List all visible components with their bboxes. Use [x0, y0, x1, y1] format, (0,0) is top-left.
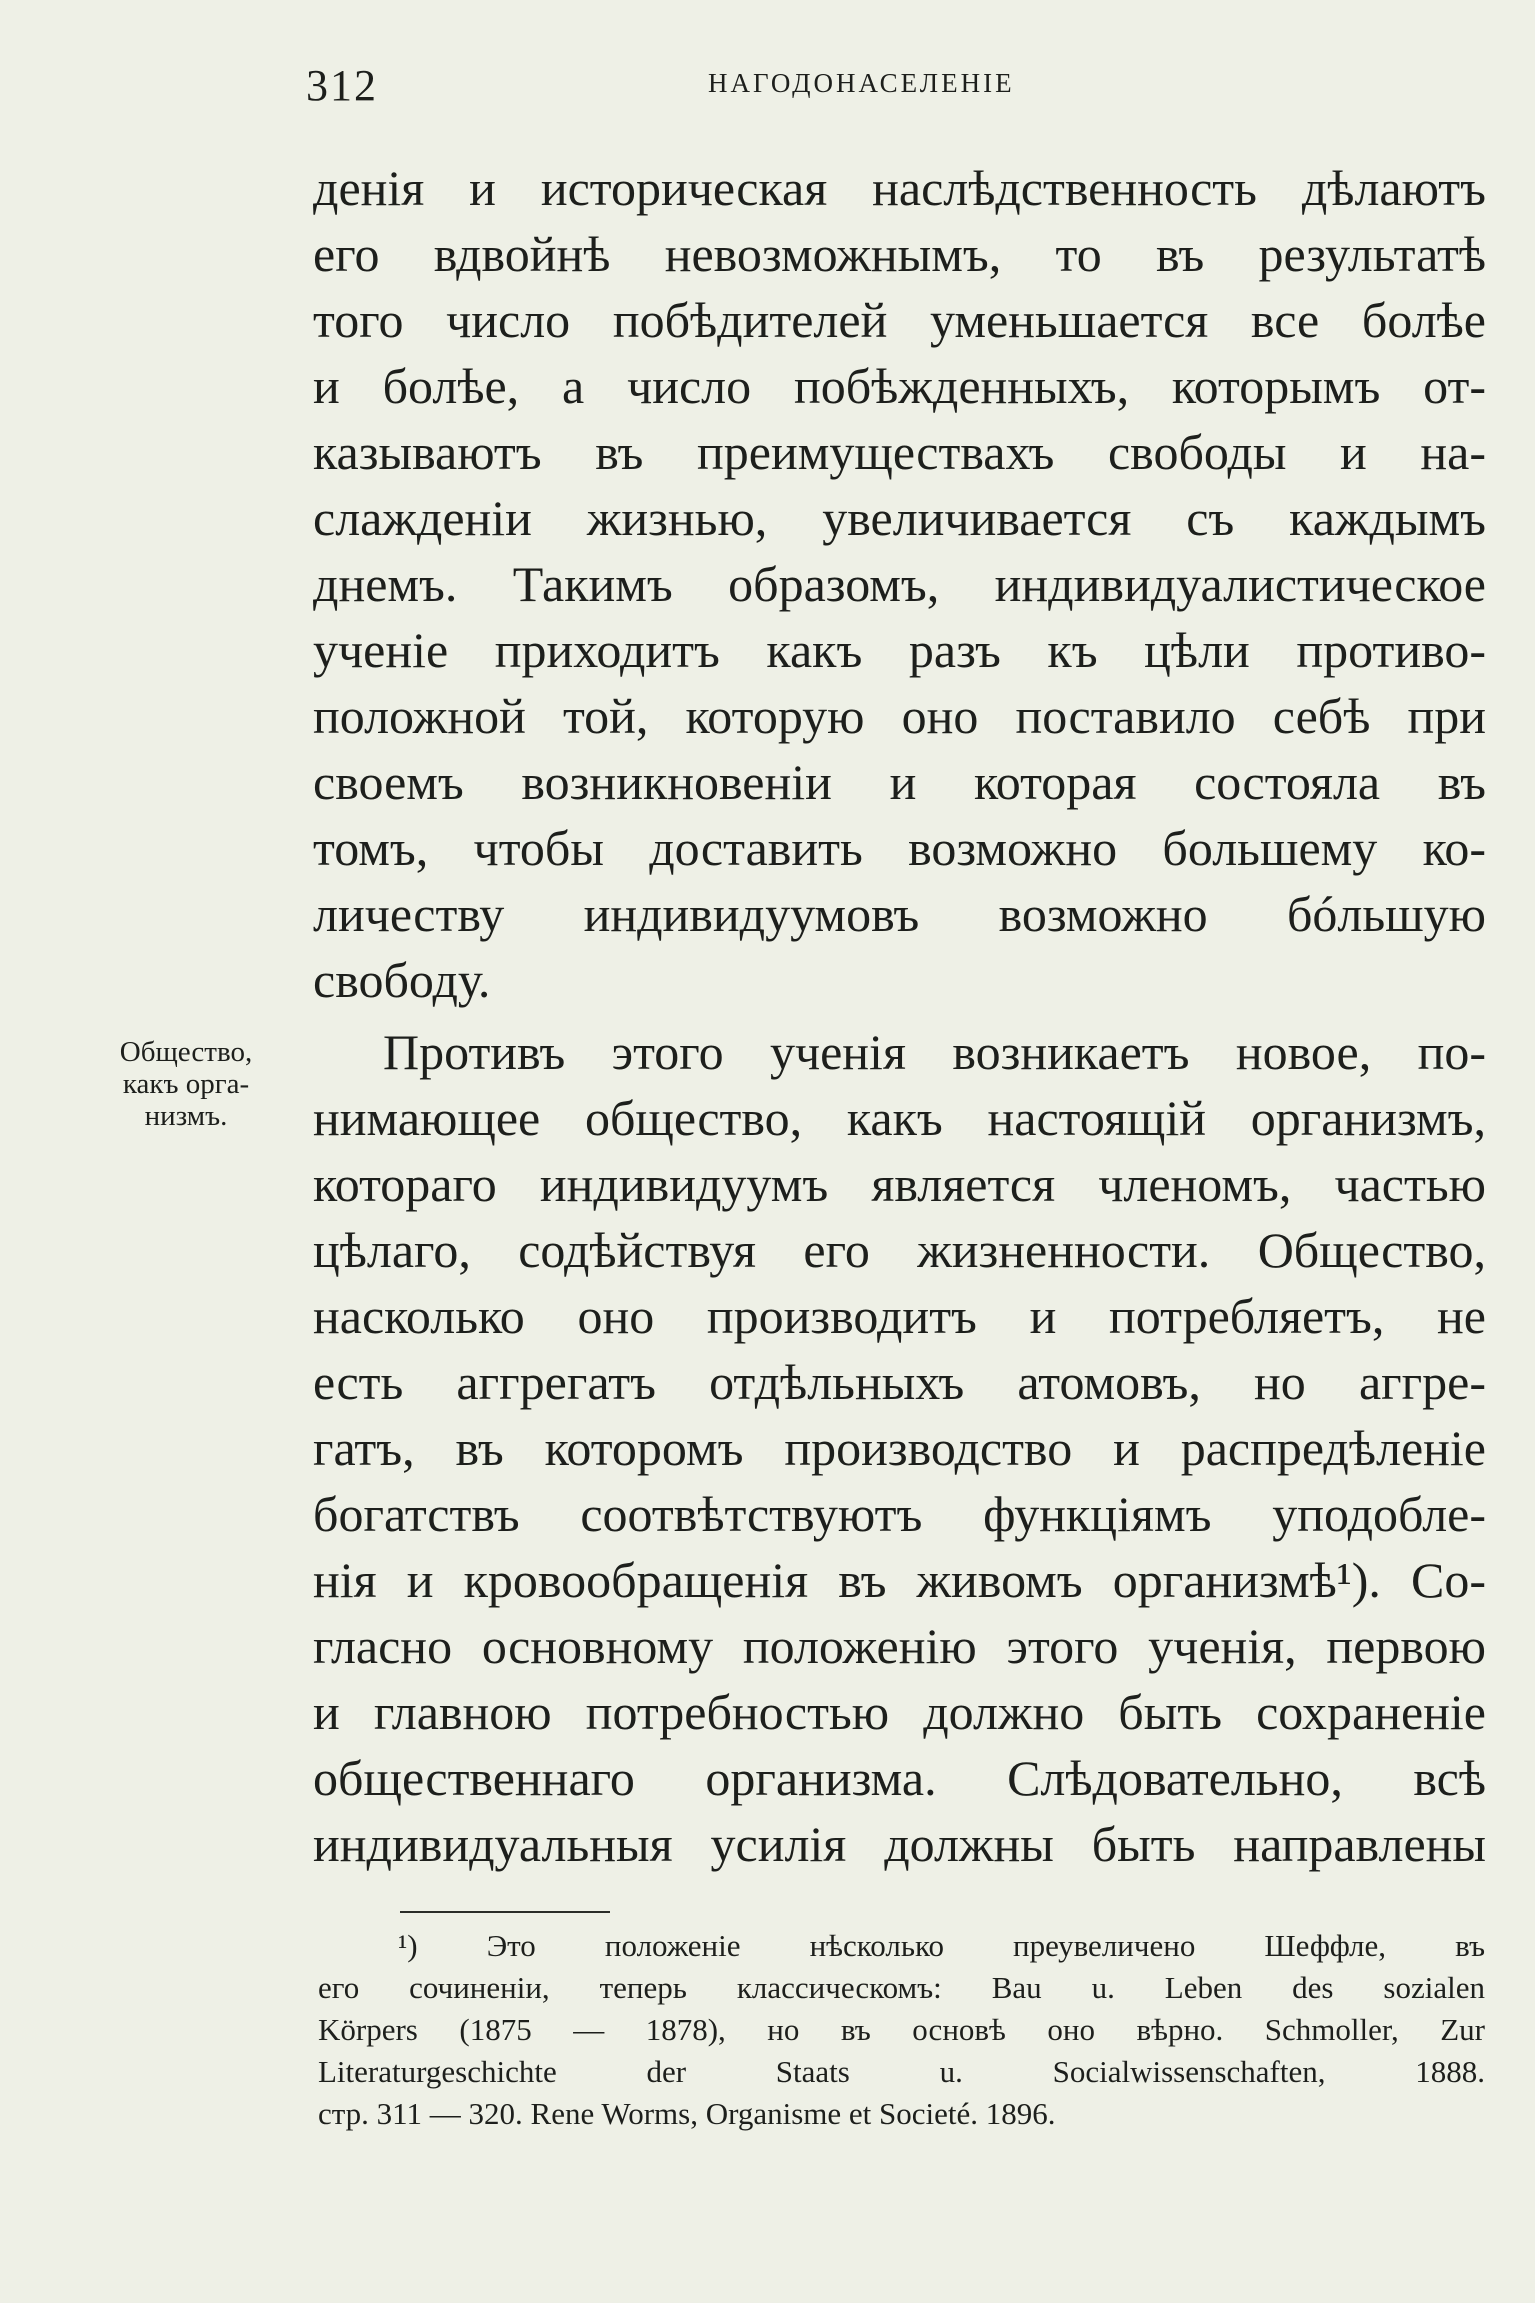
footnote-rule [400, 1911, 610, 1913]
text-line: того число побѣдителей уменьшается все болѣе [313, 292, 1486, 348]
text-line: нія и кровообращенія въ живомъ организмѣ¹). Со- [313, 1552, 1486, 1608]
text-line: насколько оно производитъ и потребляетъ, не [313, 1288, 1486, 1344]
text-line: своемъ возникновеніи и которая состояла въ [313, 754, 1486, 810]
text-line: и главною потребностью должно быть сохраненіе [313, 1684, 1486, 1740]
text-line: положной той, которую оно поставило себѣ при [313, 688, 1486, 744]
text-line: Противъ этого ученія возникаетъ новое, по- [383, 1024, 1486, 1080]
text-line: богатствъ соотвѣтствуютъ функціямъ уподобле- [313, 1486, 1486, 1542]
text-line: индивидуальныя усилія должны быть направлены [313, 1816, 1486, 1872]
page-number: 312 [306, 61, 378, 110]
footnote-line: Körpers (1875 — 1878), но въ основѣ оно вѣрно. Schmoller, Zur [318, 2012, 1485, 2047]
running-head: НАГОДОНАСЕЛЕНІЕ [708, 68, 1015, 98]
text-line: цѣлаго, содѣйствуя его жизненности. Общество, [313, 1222, 1486, 1278]
footnote-line: его сочиненіи, теперь классическомъ: Bau u. Leben des sozialen [318, 1970, 1485, 2005]
text-line: денія и историческая наслѣдственность дѣлаютъ [313, 160, 1486, 216]
text-line: днемъ. Такимъ образомъ, индивидуалистическое [313, 556, 1486, 612]
text-line: гласно основному положенію этого ученія, первою [313, 1618, 1486, 1674]
text-line: есть аггрегатъ отдѣльныхъ атомовъ, но аггре- [313, 1354, 1486, 1410]
text-line: томъ, чтобы доставить возможно большему ко- [313, 820, 1486, 876]
text-line: свободу. [313, 952, 491, 1008]
text-line: нимающее общество, какъ настоящій организмъ, [313, 1090, 1486, 1146]
text-line: его вдвойнѣ невозможнымъ, то въ результатѣ [313, 226, 1486, 282]
margin-note-line: низмъ. [144, 1100, 228, 1132]
margin-note-line: Общество, [119, 1036, 253, 1068]
text-line: гатъ, въ которомъ производство и распредѣленіе [313, 1420, 1486, 1476]
text-line: общественнаго организма. Слѣдовательно, всѣ [313, 1750, 1486, 1806]
text-line: ученіе приходитъ какъ разъ къ цѣли противо- [313, 622, 1486, 678]
text-line: и болѣе, а число побѣжденныхъ, которымъ от- [313, 358, 1486, 414]
text-line: котораго индивидуумъ является членомъ, частью [313, 1156, 1486, 1212]
footnote-line: стр. 311 — 320. Rene Worms, Organisme et Societé. 1896. [318, 2096, 1056, 2131]
text-line: слажденіи жизнью, увеличивается съ каждымъ [313, 490, 1486, 546]
margin-note [76, 1036, 296, 1132]
text-line: казываютъ въ преимуществахъ свободы и на- [313, 424, 1486, 480]
footnote-line: ¹) Это положеніе нѣсколько преувеличено Шеффле, въ [398, 1928, 1485, 1963]
text-line: личеству индивидуумовъ возможно бóльшую [313, 886, 1486, 942]
margin-note-line: какъ орга- [122, 1068, 250, 1100]
footnote-line: Literaturgeschichte der Staats u. Socialwissenschaften, 1888. [318, 2054, 1485, 2089]
